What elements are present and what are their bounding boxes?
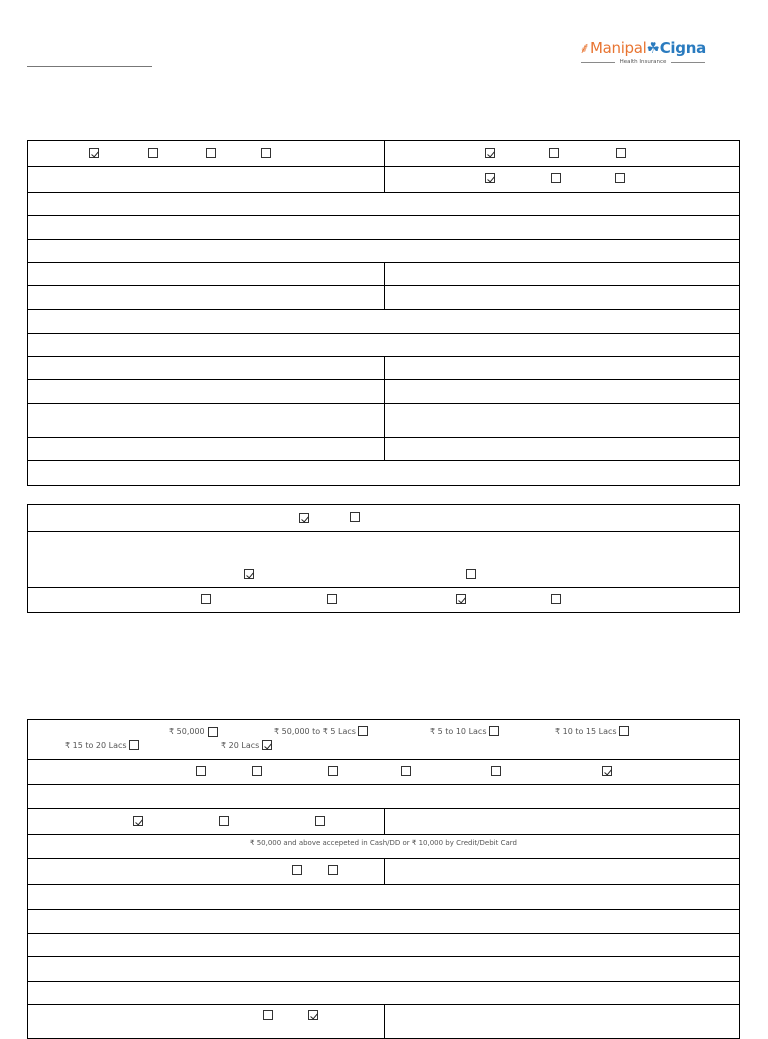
- form-row-19: [28, 760, 739, 785]
- form-row-6: [28, 263, 739, 286]
- form-row-3: [28, 193, 739, 216]
- form-row-23: [28, 859, 739, 885]
- form-row-9: [28, 334, 739, 357]
- checkbox-s3-r6-b[interactable]: [328, 865, 338, 875]
- checkbox-s2-r3-b[interactable]: [327, 594, 337, 604]
- checkbox-sum-2[interactable]: [358, 726, 368, 736]
- checkbox-s1-r1-g[interactable]: [616, 148, 626, 158]
- form-row-25: [28, 910, 739, 934]
- checkbox-s1-r2-b[interactable]: [551, 173, 561, 183]
- checkbox-s3-r4-a[interactable]: [133, 816, 143, 826]
- checkbox-s2-r3-c[interactable]: [456, 594, 466, 604]
- form-row-11: [28, 380, 739, 404]
- form-row-27: [28, 957, 739, 982]
- checkbox-s3-r2-f[interactable]: [602, 766, 612, 776]
- section-proposer-details: [27, 140, 740, 486]
- checkbox-s2-r2-b[interactable]: [466, 569, 476, 579]
- form-row-4: [28, 216, 739, 240]
- form-row-24: [28, 885, 739, 910]
- form-row-2: [28, 167, 739, 193]
- checkbox-s2-r1-b[interactable]: [350, 512, 360, 522]
- checkbox-s3-r6-a[interactable]: [292, 865, 302, 875]
- figure-icon: ☘: [646, 39, 660, 57]
- logo-wordmark: [579, 38, 706, 58]
- checkbox-s2-r1-a[interactable]: [299, 513, 309, 523]
- checkbox-sum-6[interactable]: [262, 740, 272, 750]
- checkbox-s1-r1-a[interactable]: [89, 148, 99, 158]
- form-row-26: [28, 934, 739, 957]
- tree-icon: ⸙: [579, 39, 590, 57]
- checkbox-s1-r1-e[interactable]: [485, 148, 495, 158]
- form-row-29: [28, 1005, 739, 1038]
- checkbox-sum-1[interactable]: [208, 727, 218, 737]
- logo-tagline: Health Insurance: [579, 59, 707, 66]
- form-row-17: [28, 588, 739, 612]
- form-row-7: [28, 286, 739, 310]
- checkbox-s1-r1-c[interactable]: [206, 148, 216, 158]
- form-row-8: [28, 310, 739, 334]
- checkbox-s3-r12-b[interactable]: [308, 1010, 318, 1020]
- checkbox-s1-r1-d[interactable]: [261, 148, 271, 158]
- form-row-16: [28, 532, 739, 588]
- sum-option-label: ₹ 15 to 20 Lacs: [65, 741, 127, 750]
- checkbox-s1-r1-f[interactable]: [549, 148, 559, 158]
- section-policy-details: [27, 504, 740, 613]
- form-row-sum-insured: [28, 720, 739, 760]
- form-row-28: [28, 982, 739, 1005]
- checkbox-s3-r2-c[interactable]: [328, 766, 338, 776]
- sum-option-label: ₹ 5 to 10 Lacs: [430, 727, 487, 736]
- logo-manipal-text: Manipal: [589, 39, 647, 57]
- form-row-payment-note: [28, 835, 739, 859]
- section-coverage-details: [27, 719, 740, 1039]
- payment-note: ₹ 50,000 and above accepeted in Cash/DD or ₹ 10,000 by Credit/Debit Card: [250, 839, 517, 847]
- checkbox-s3-r4-b[interactable]: [219, 816, 229, 826]
- logo-cigna-text: Cigna: [659, 39, 706, 57]
- header-underline: [27, 66, 152, 67]
- checkbox-s3-r2-d[interactable]: [401, 766, 411, 776]
- checkbox-s1-r1-b[interactable]: [148, 148, 158, 158]
- checkbox-s2-r3-a[interactable]: [201, 594, 211, 604]
- sum-option-label: ₹ 50,000 to ₹ 5 Lacs: [274, 727, 356, 736]
- form-row-14: [28, 461, 739, 485]
- sum-option-label: ₹ 20 Lacs: [221, 741, 260, 750]
- checkbox-sum-3[interactable]: [489, 726, 499, 736]
- form-row-1: [28, 141, 739, 167]
- checkbox-s3-r12-a[interactable]: [263, 1010, 273, 1020]
- checkbox-s1-r2-a[interactable]: [485, 173, 495, 183]
- checkbox-sum-5[interactable]: [129, 740, 139, 750]
- form-row-12: [28, 404, 739, 438]
- sum-option-label: ₹ 10 to 15 Lacs: [555, 727, 617, 736]
- manipal-cigna-logo: [579, 38, 711, 68]
- checkbox-s1-r2-c[interactable]: [615, 173, 625, 183]
- checkbox-s2-r3-d[interactable]: [551, 594, 561, 604]
- form-row-10: [28, 357, 739, 380]
- form-row-15: [28, 505, 739, 532]
- checkbox-s3-r2-e[interactable]: [491, 766, 501, 776]
- form-row-13: [28, 438, 739, 461]
- checkbox-s3-r2-b[interactable]: [252, 766, 262, 776]
- sum-option-label: ₹ 50,000: [169, 727, 205, 736]
- checkbox-sum-4[interactable]: [619, 726, 629, 736]
- checkbox-s3-r2-a[interactable]: [196, 766, 206, 776]
- form-row-21: [28, 809, 739, 835]
- checkbox-s3-r4-c[interactable]: [315, 816, 325, 826]
- form-row-5: [28, 240, 739, 263]
- form-row-20: [28, 785, 739, 809]
- checkbox-s2-r2-a[interactable]: [244, 569, 254, 579]
